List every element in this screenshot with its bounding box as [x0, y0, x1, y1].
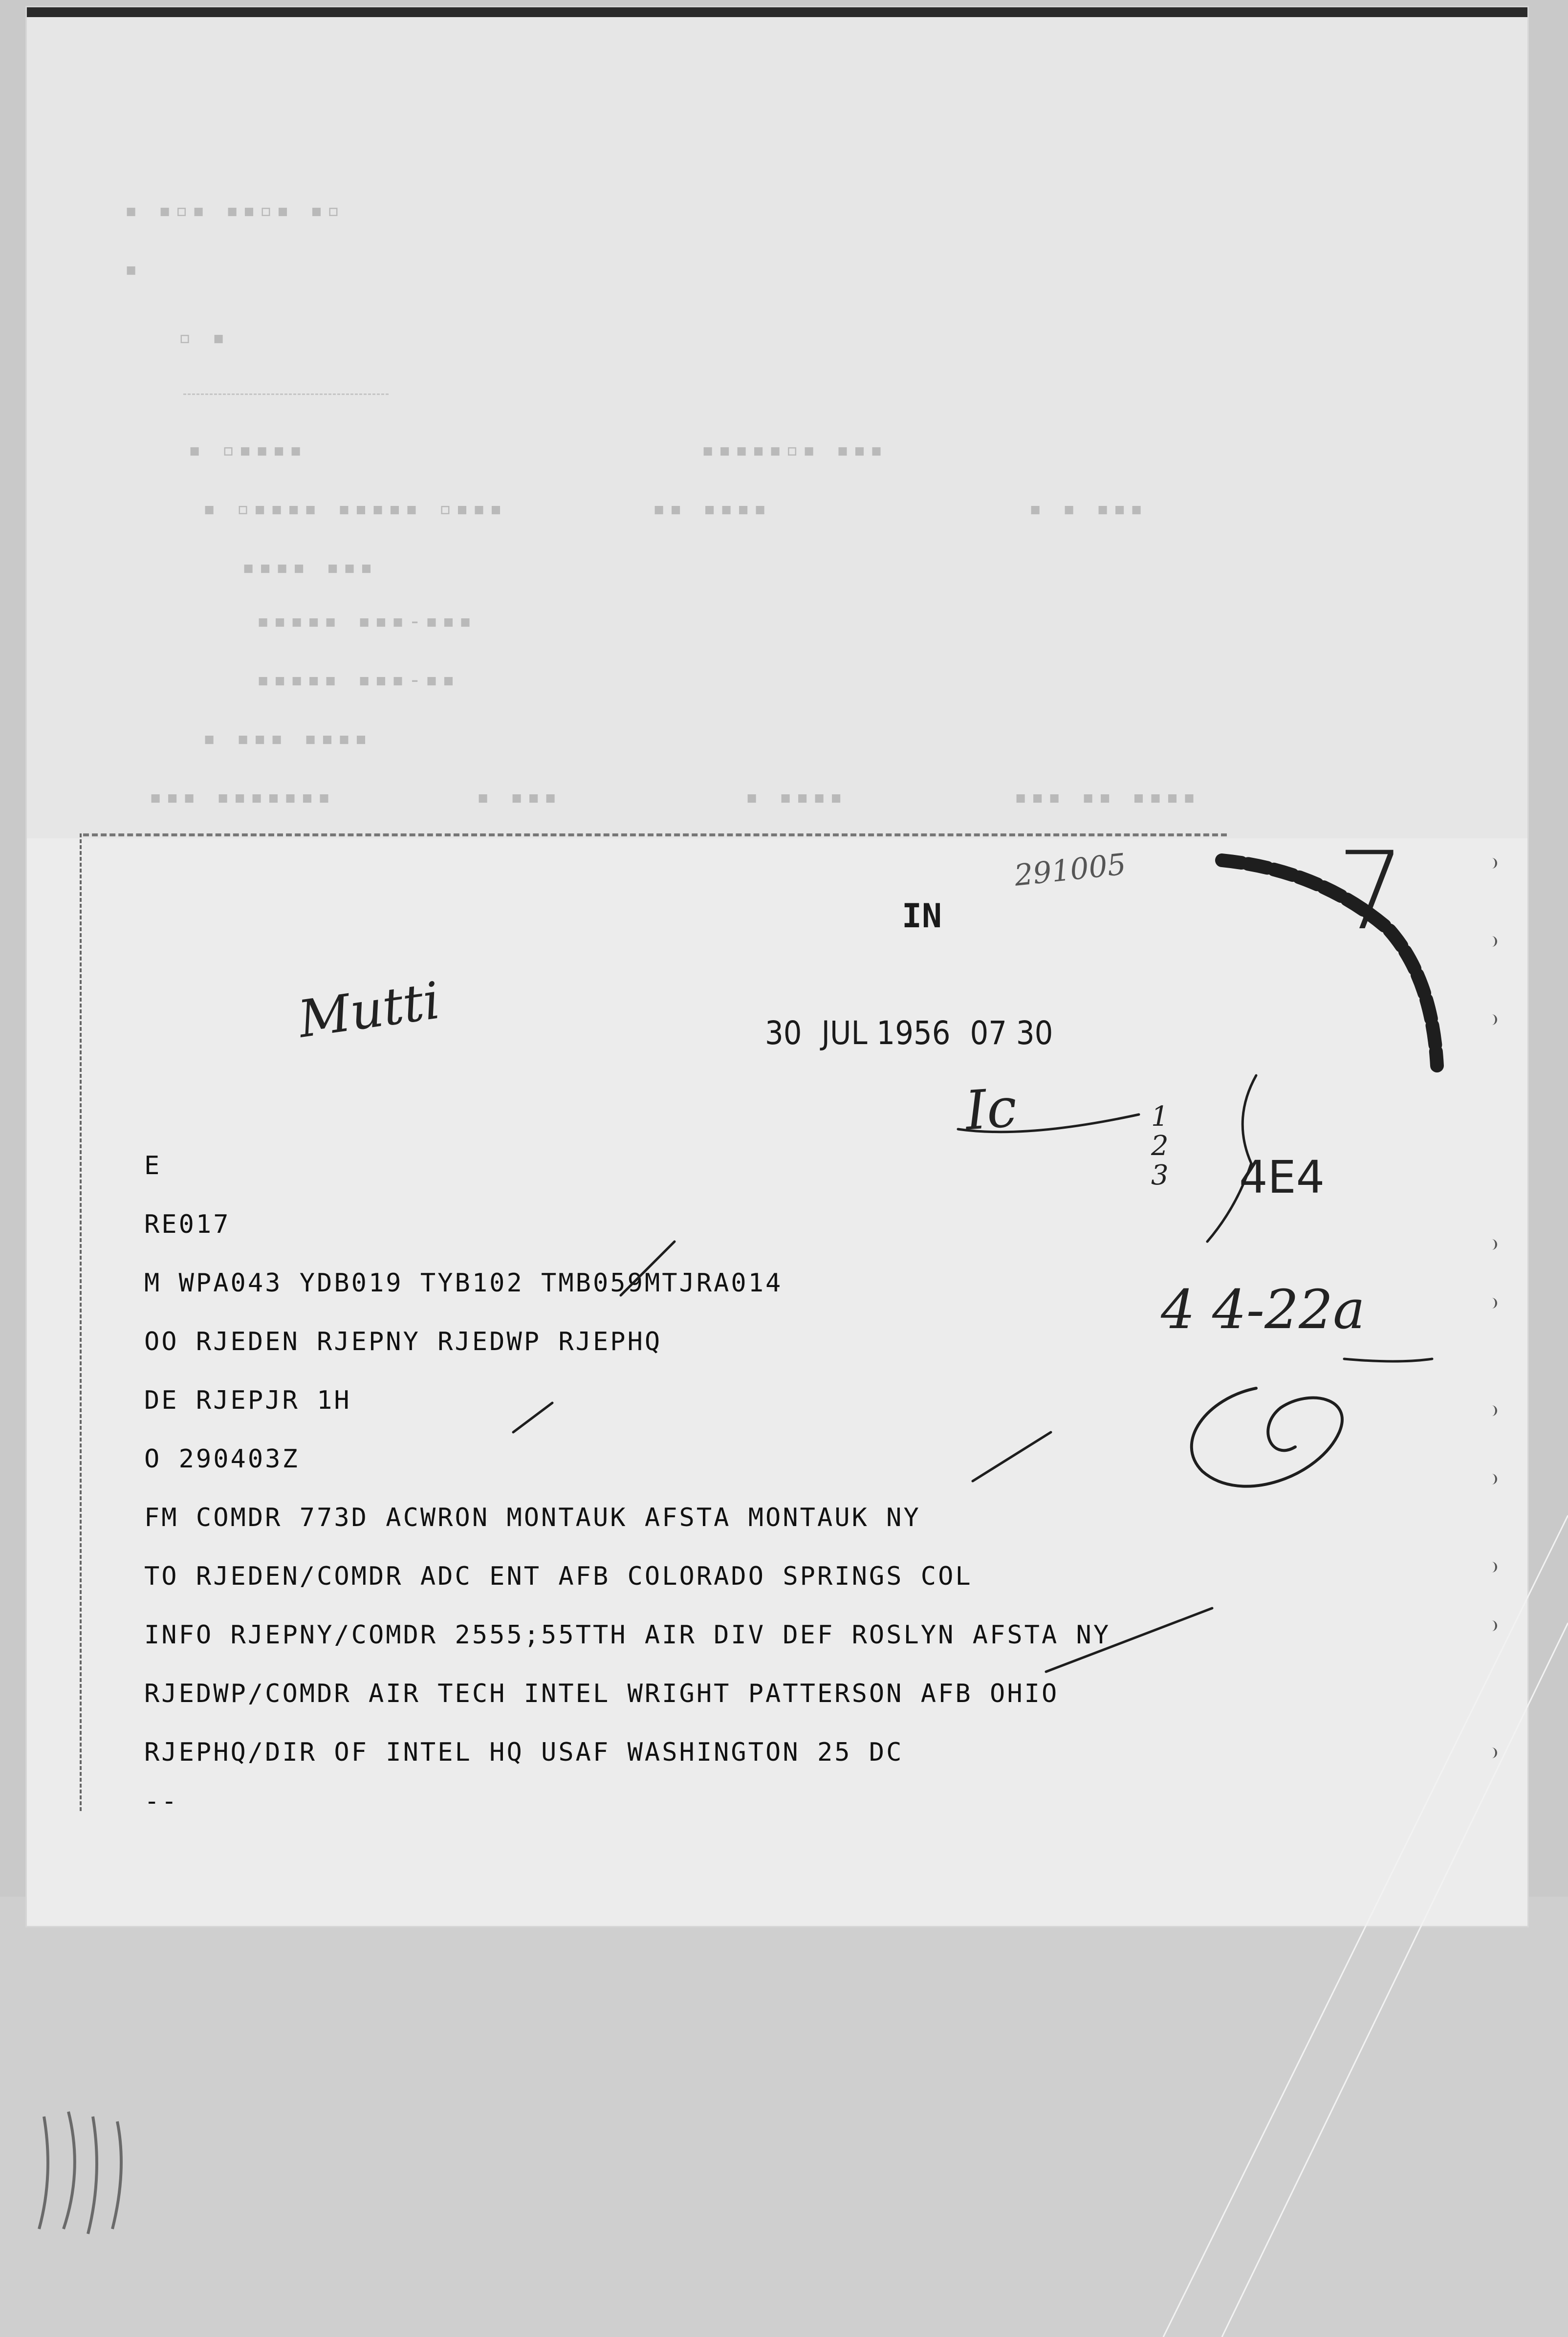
tele-line-from: FM COMDR 773D ACWRON MONTAUK AFSTA MONTAUK NY	[144, 1503, 921, 1532]
check-stroke	[621, 1242, 675, 1295]
ghost-print: ▪▪▪ ▪▪▪▪▪▪▪	[149, 785, 335, 809]
tele-line-info-3: RJEPHQ/DIR OF INTEL HQ USAF WASHINGTON 25 DC	[144, 1738, 904, 1767]
tele-line-originator: DE RJEPJR 1H	[144, 1386, 351, 1415]
bottom-scan-marks	[39, 2112, 121, 2234]
tele-line-end: --	[144, 1787, 179, 1816]
tele-line-precedence: E	[144, 1151, 162, 1180]
signature-underline	[958, 1114, 1139, 1132]
handwritten-initials: Mutti	[294, 970, 444, 1049]
ghost-print: ▪▪ ▪▪▪▪	[653, 496, 771, 521]
ghost-print: ▪ ▪▪▪ ▪▪▪▪	[203, 726, 371, 751]
routing-underline	[1344, 1359, 1432, 1361]
action-stamp-arc	[1222, 860, 1437, 1066]
handwritten-serial: 291005	[1012, 847, 1128, 893]
check-stroke-2	[513, 1403, 552, 1432]
ghost-print: ▪▪▪▪▪ ▪▪▪-▪▪	[257, 667, 459, 692]
tele-line-dtg: O 290403Z	[144, 1444, 300, 1474]
ghost-print: ▪ ▪ ▪▪▪	[1029, 496, 1147, 521]
handwritten-routing-code: 4E4	[1239, 1151, 1325, 1203]
stack-num-2: 2	[1151, 1130, 1169, 1162]
handwritten-number-top: 7	[1337, 829, 1405, 954]
check-stroke-4	[1046, 1608, 1212, 1672]
ghost-print: ▪▪▪▪▪ ▪▪▪-▪▪▪	[257, 609, 476, 633]
tele-line-channel: M WPA043 YDB019 TYB102 TMB059MTJRA014	[144, 1268, 783, 1298]
ghost-print: ▪▪▪ ▪▪ ▪▪▪▪	[1014, 785, 1200, 809]
in-stamp: IN	[902, 897, 942, 936]
ghost-print: ▪ ▪▫▪ ▪▪▫▪ ▪▫	[125, 198, 344, 223]
brace-stroke	[1207, 1075, 1256, 1242]
tele-line-addressees: OO RJEDEN RJEPNY RJEDWP RJEPHQ	[144, 1327, 662, 1356]
tele-line-to: TO RJEDEN/COMDR ADC ENT AFB COLORADO SPRINGS COL	[144, 1562, 973, 1591]
ghost-print: ▪▪▪▪▪▫▪ ▪▪▪	[701, 437, 887, 462]
stack-num-1: 1	[1151, 1101, 1169, 1133]
scan-artifact-lines	[1163, 1515, 1568, 2337]
handwritten-signature: Ic	[963, 1076, 1019, 1142]
ghost-print: ▪ ▪▪▪	[477, 785, 561, 809]
ghost-print: ▪ ▫▪▪▪▪	[188, 437, 306, 462]
tele-line-routing-id: RE017	[144, 1210, 231, 1239]
scribbled-initials	[1192, 1388, 1342, 1486]
ghost-print: ▫ ▪	[178, 325, 229, 350]
ghost-print: ▪▪▪▪ ▪▪▪	[242, 555, 377, 580]
tele-line-info: INFO RJEPNY/COMDR 2555;55TTH AIR DIV DEF ROSLYN AFSTA NY	[144, 1620, 1111, 1650]
ghost-print: ▪ ▪▪▪▪	[745, 785, 847, 809]
check-stroke-3	[973, 1432, 1051, 1481]
ghost-print: ▪	[125, 257, 142, 282]
handwritten-routing-number: 4 4-22a	[1161, 1278, 1365, 1341]
date-month-year: JUL 1956	[821, 1014, 951, 1052]
date-day: 30	[765, 1014, 802, 1052]
time: 07 30	[970, 1014, 1053, 1052]
stack-num-3: 3	[1151, 1159, 1169, 1191]
ghost-print: ▪ ▫▪▪▪▪ ▪▪▪▪▪ ▫▪▪▪	[203, 496, 506, 521]
tele-line-info-2: RJEDWP/COMDR AIR TECH INTEL WRIGHT PATTERSON AFB OHIO	[144, 1679, 1059, 1708]
